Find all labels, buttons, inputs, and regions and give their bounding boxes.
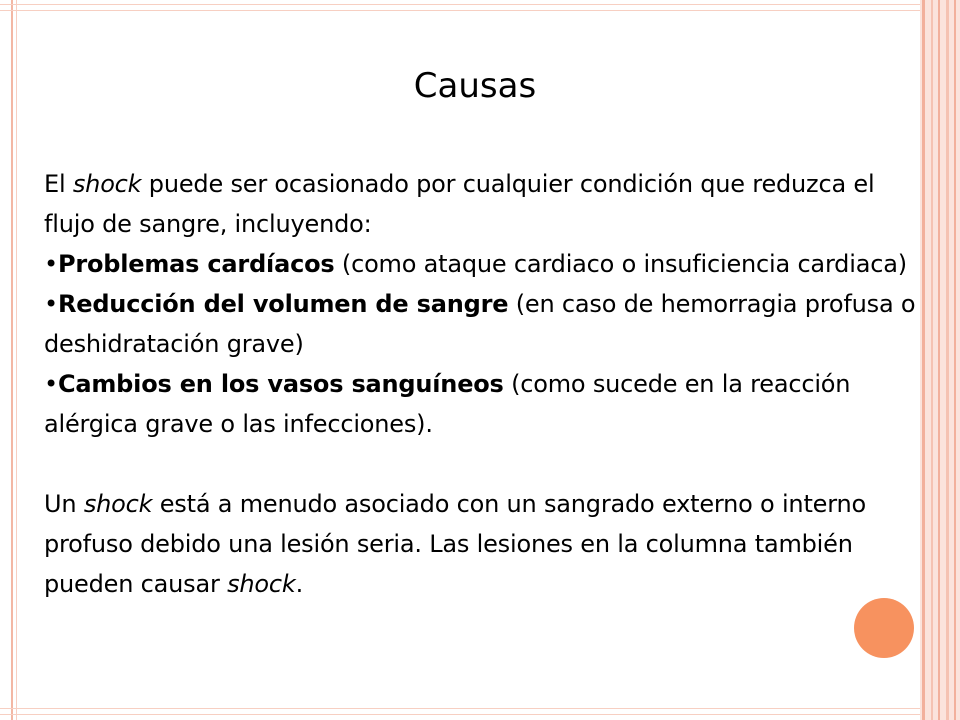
right-border-line	[954, 0, 956, 720]
left-border-line	[16, 0, 17, 720]
bullet-item	[44, 364, 924, 444]
top-border-line	[0, 10, 960, 11]
bottom-border-line	[0, 714, 960, 715]
top-border-line	[0, 4, 960, 5]
bullet-marker: •	[44, 370, 58, 398]
bullet-item	[44, 284, 924, 364]
bullet-marker: •	[44, 290, 58, 318]
slide-title: Causas	[413, 66, 537, 106]
bullet-text: (como sucede en la reacción alérgica grave o las infecciones).	[44, 370, 851, 438]
right-border-line	[946, 0, 949, 720]
bullet-text: (en caso de hemorragia profusa o deshidratación grave)	[44, 290, 916, 358]
orange-circle-decoration	[854, 598, 914, 658]
bottom-border-line	[0, 708, 960, 709]
bullet-text: (como ataque cardiaco o insuficiencia cardiaca)	[334, 250, 907, 278]
right-border-line	[931, 0, 933, 720]
closing-text: Un	[44, 490, 84, 518]
slide-body	[44, 164, 924, 604]
bullet-lead: Problemas cardíacos	[57, 250, 335, 278]
intro-paragraph	[44, 164, 924, 244]
closing-text: .	[295, 570, 304, 598]
closing-paragraph	[44, 484, 924, 604]
bullet-item	[44, 244, 924, 284]
intro-text: El	[44, 170, 73, 198]
left-border-line	[11, 0, 13, 720]
right-border-line	[938, 0, 940, 720]
closing-text: está a menudo asociado con un sangrado externo o interno profuso debido una lesión seria. Las lesiones en la columna también pueden causar	[44, 490, 866, 598]
paragraph-spacer	[44, 444, 924, 484]
closing-emphasis: shock	[83, 490, 153, 518]
bullet-lead: Cambios en los vasos sanguíneos	[57, 370, 504, 398]
intro-text: puede ser ocasionado por cualquier condición que reduzca el flujo de sangre, incluyendo:	[44, 170, 875, 238]
bullet-lead: Reducción del volumen de sangre	[57, 290, 509, 318]
closing-emphasis: shock	[227, 570, 296, 598]
intro-emphasis: shock	[72, 170, 142, 198]
bullet-marker: •	[44, 250, 58, 278]
